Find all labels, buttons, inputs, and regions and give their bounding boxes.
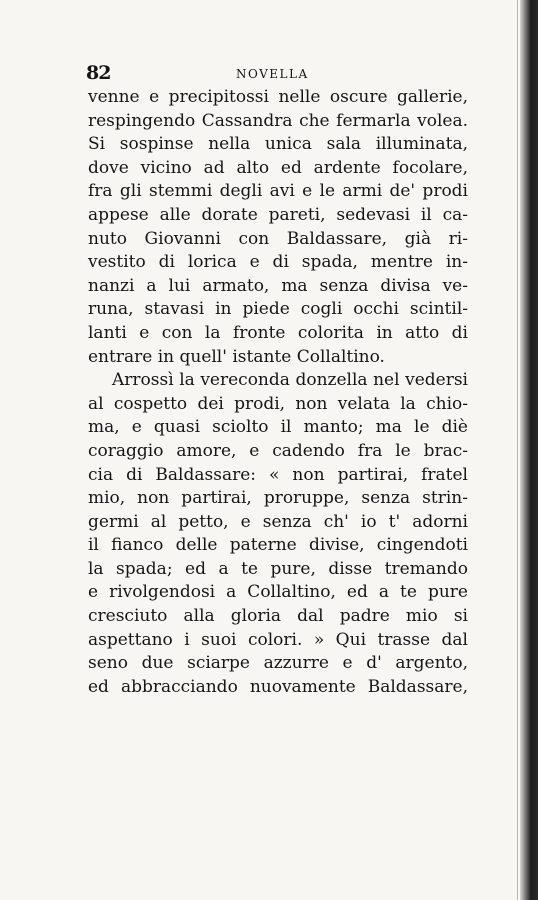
text-line: nanzi a lui armato, ma senza divisa ve- — [88, 275, 468, 296]
text-line: Si sospinse nella unica sala illuminata, — [88, 134, 468, 155]
text-line: al cospetto dei prodi, non velata la chio- — [88, 393, 468, 414]
body-text — [88, 86, 468, 699]
text-line: seno due sciarpe azzurre e d' argento, — [88, 653, 468, 674]
text-line: appese alle dorate pareti, sedevasi il ca- — [88, 204, 468, 225]
page-header — [86, 62, 476, 86]
text-line: venne e precipitossi nelle oscure gallerie, — [88, 87, 468, 107]
text-line: la spada; ed a te pure, disse tremando — [88, 558, 468, 579]
text-line: respingendo Cassandra che fermarla volea. — [88, 110, 468, 131]
text-line: entrare in quell' istante Collaltino. — [88, 346, 385, 367]
text-line: il fianco delle paterne divise, cingendoti — [88, 535, 468, 556]
running-head: NOVELLA — [236, 67, 309, 81]
text-line: ed abbracciando nuovamente Baldassare, — [88, 676, 468, 697]
page-edge-shadow — [517, 0, 518, 900]
text-line: lanti e con la fronte colorita in atto di — [88, 322, 468, 343]
text-line: cia di Baldassare: « non partirai, fratel — [88, 464, 468, 485]
text-line: runa, stavasi in piede cogli occhi scintil- — [88, 299, 468, 320]
text-line: coraggio amore, e cadendo fra le brac- — [88, 440, 468, 461]
text-line: nuto Giovanni con Baldassare, già ri- — [88, 228, 468, 249]
text-line: e rivolgendosi a Collaltino, ed a te pure — [88, 582, 468, 603]
text-line: cresciuto alla gloria dal padre mio si — [88, 606, 468, 627]
text-line: aspettano i suoi colori. » Qui trasse dal — [88, 629, 468, 650]
text-line: ma, e quasi sciolto il manto; ma le diè — [88, 417, 468, 438]
text-line: dove vicino ad alto ed ardente focolare, — [88, 157, 468, 178]
text-line: mio, non partirai, proruppe, senza strin- — [88, 488, 468, 509]
book-binding-edge — [520, 0, 538, 900]
text-line: Arrossì la vereconda donzella nel vedersi — [112, 370, 468, 391]
text-line: germi al petto, e senza ch' io t' adorni — [88, 511, 468, 532]
text-line: vestito di lorica e di spada, mentre in- — [88, 252, 468, 273]
text-line: fra gli stemmi degli avi e le armi de' prodi — [88, 181, 468, 202]
page-number: 82 — [86, 62, 111, 84]
